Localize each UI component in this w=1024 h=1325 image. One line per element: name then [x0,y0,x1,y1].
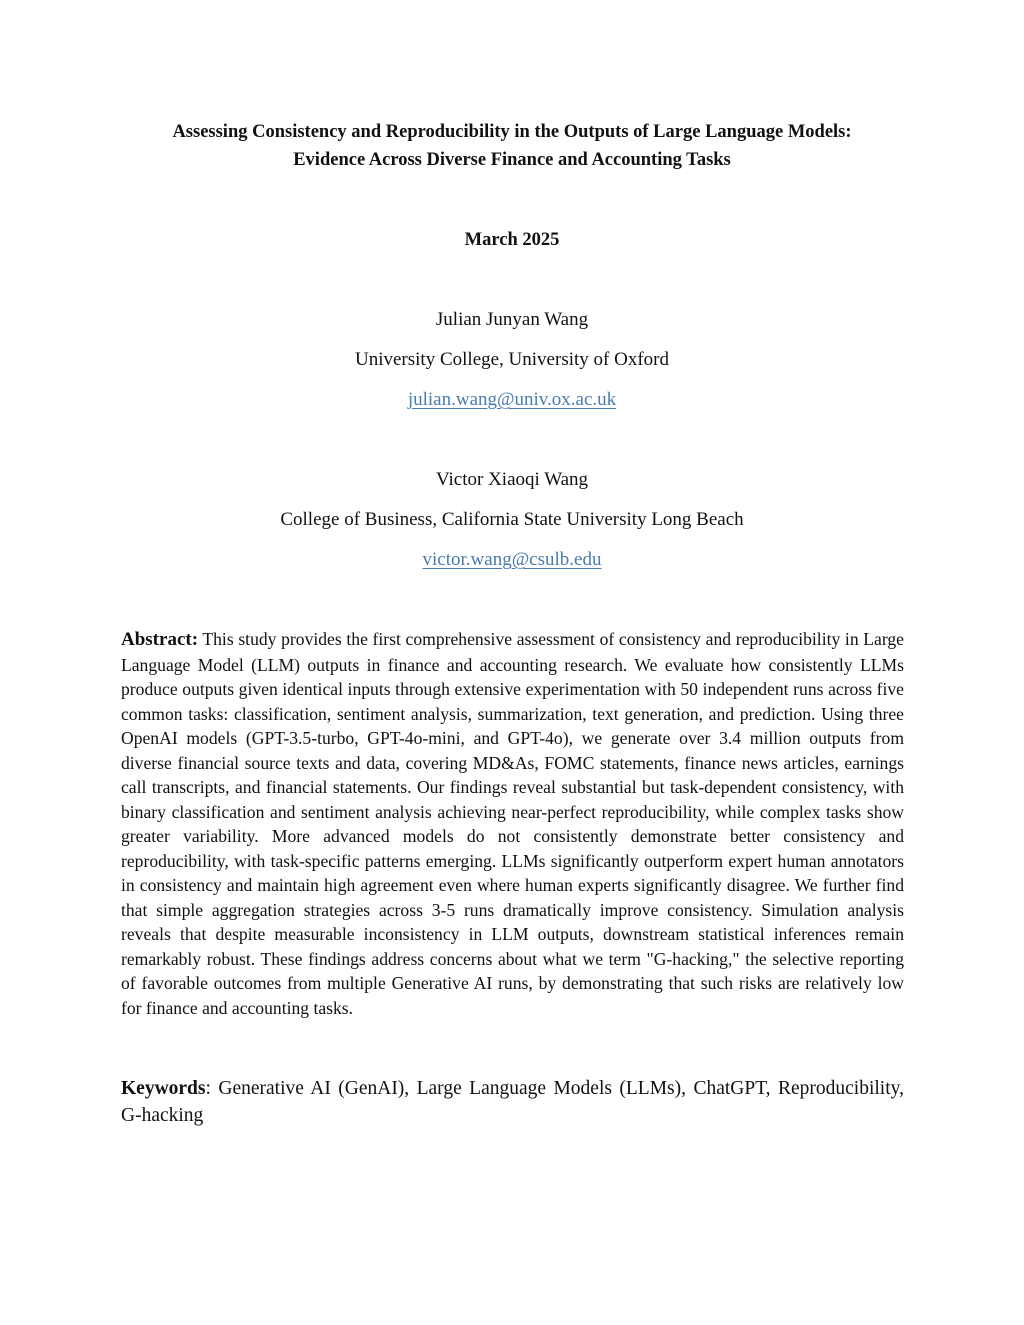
abstract-paragraph [121,627,904,1020]
abstract-text: This study provides the first comprehensive assessment of consistency and reproducibility in Large Language Model (LLM) outputs in finance and accounting research. We evaluate how consistently LLMs produce outputs given identical inputs through extensive experimentation with 50 independent runs across five common tasks: classification, sentiment analysis, summarization, text generation, and prediction. Using three OpenAI models (GPT-3.5-turbo, GPT-4o-mini, and GPT-4o), we generate over 3.4 million outputs from diverse financial source texts and data, covering MD&As, FOMC statements, finance news articles, earnings call transcripts, and financial statements. Our findings reveal substantial but task-dependent consistency, with binary classification and sentiment analysis achieving near-perfect reproducibility, while complex tasks show greater variability. More advanced models do not consistently demonstrate better consistency and reproducibility, with task-specific patterns emerging. LLMs significantly outperform expert human annotators in consistency and maintain high agreement even where human experts significantly disagree. We further find that simple aggregation strategies across 3-5 runs dramatically improve consistency. Simulation analysis reveals that despite measurable inconsistency in LLM outputs, downstream statistical inferences remain remarkably robust. These findings address concerns about what we term "G-hacking," the selective reporting of favorable outcomes from multiple Generative AI runs, by demonstrating that such risks are relatively low for finance and accounting tasks. [121,629,904,1018]
author-email-link[interactable]: victor.wang@csulb.edu [422,549,602,570]
author-block-2 [100,466,924,586]
author-block-1 [100,306,924,426]
author-affiliation: University College, University of Oxford [355,349,669,370]
publication-date: March 2025 [464,230,560,250]
keywords-text: Generative AI (GenAI), Large Language Models (LLMs), ChatGPT, Reproducibility, G-hacking [121,1078,904,1126]
keywords-paragraph [121,1075,904,1129]
abstract-label: Abstract: [121,629,199,650]
keywords-label: Keywords [121,1078,206,1099]
author-affiliation: College of Business, California State University Long Beach [280,509,744,530]
paper-title-line-1: Assessing Consistency and Reproducibility in the Outputs of Large Language Models: [172,122,852,142]
paper-title [100,118,924,174]
author-email-link[interactable]: julian.wang@univ.ox.ac.uk [407,389,617,410]
paper-title-line-2: Evidence Across Diverse Finance and Accounting Tasks [293,150,731,170]
author-name: Julian Junyan Wang [435,309,589,330]
author-name: Victor Xiaoqi Wang [435,469,589,490]
keywords-separator: : [205,1078,211,1099]
